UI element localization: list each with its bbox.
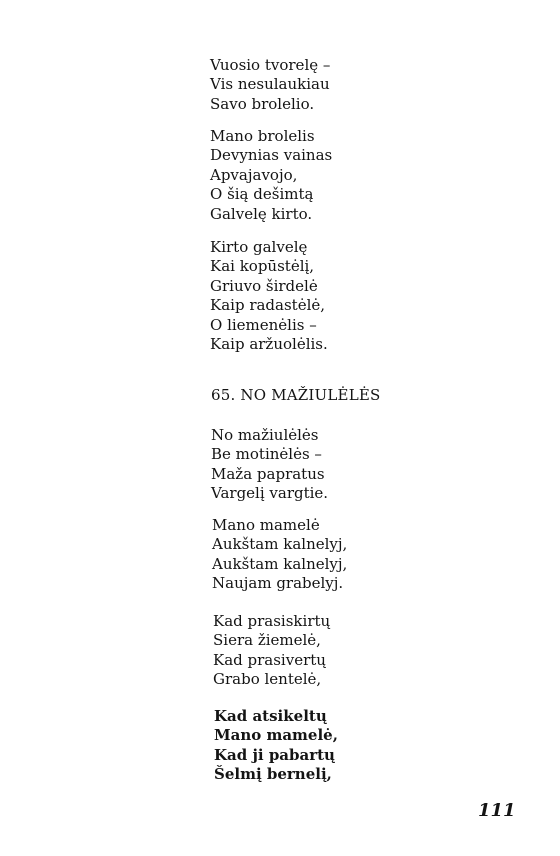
verse-line: Vuosio tvorelę –	[210, 56, 331, 74]
verse-line: Mano mamelė,	[214, 726, 338, 745]
verse-line: No mažiulėlės	[211, 426, 319, 444]
poem-title: 65. NO MAŽIULĖLĖS	[211, 386, 381, 404]
verse-line: O šią dešimtą	[210, 185, 314, 204]
stanza	[210, 127, 332, 224]
verse-line: Kad prasiskirtų	[213, 612, 331, 630]
page-number: 111	[478, 800, 516, 821]
verse-line: Mano mamelė	[212, 516, 320, 534]
verse-line: Devynias vainas	[210, 146, 333, 165]
stanza	[214, 707, 338, 785]
verse-line: Kaip aržuolėlis.	[210, 335, 328, 354]
stanza	[210, 238, 328, 354]
verse-line: Griuvo širdelė	[210, 276, 318, 295]
verse-line: Šelmį bernelį,	[214, 765, 332, 784]
verse-line: Kad prasivertų	[213, 650, 326, 669]
stanza	[213, 612, 330, 690]
verse-line: Apvajavojo,	[210, 165, 298, 184]
verse-line: Kirto galvelę	[210, 238, 308, 256]
verse-line: Aukštam kalnelyj,	[212, 535, 348, 554]
verse-line: Be motinėlės –	[211, 445, 322, 464]
stanza	[212, 516, 347, 594]
verse-line: Siera žiemelė,	[213, 631, 321, 650]
verse-line: Kaip radastėlė,	[210, 296, 326, 315]
stanza	[210, 56, 330, 114]
verse-line: Vargelį vargtie.	[211, 484, 329, 503]
verse-line: Aukštam kalnelyj,	[212, 554, 348, 573]
stanza	[211, 426, 328, 504]
verse-line: O liemenėlis –	[210, 315, 317, 334]
verse-line: Grabo lentelė,	[213, 670, 322, 689]
verse-line: Naujam grabelyj.	[212, 574, 344, 593]
verse-line: Vis nesulaukiau	[210, 75, 330, 94]
verse-line: Mano brolelis	[210, 127, 315, 145]
verse-line: Kad ji pabartų	[214, 745, 335, 764]
verse-line: Savo brolelio.	[210, 94, 315, 113]
verse-line: Kai kopūstėlį,	[210, 257, 315, 276]
verse-line: Kad atsikeltų	[214, 707, 327, 725]
verse-line: Galvelę kirto.	[210, 204, 313, 223]
verse-line: Maža papratus	[211, 464, 325, 483]
